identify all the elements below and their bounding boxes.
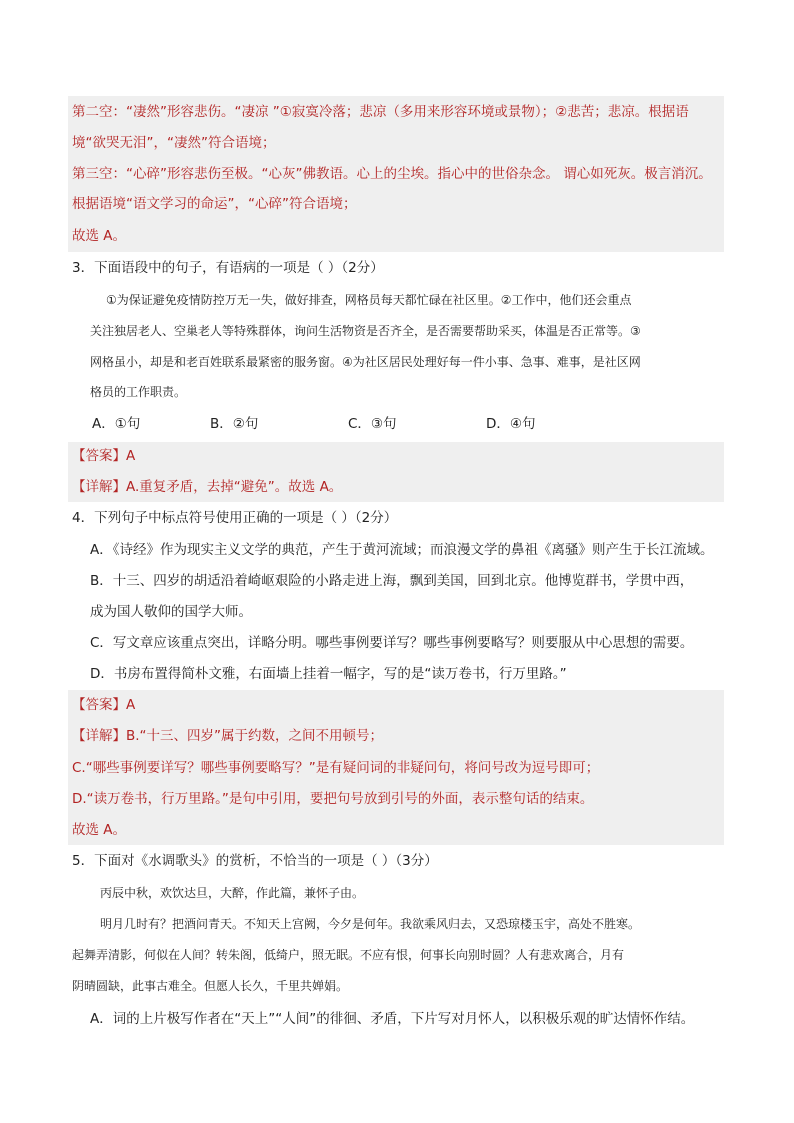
explanation-line: 第三空：“心碎”形容悲伤至极。“心灰”佛教语。心上的尘埃。指心中的世俗杂念。 谓心如死灰。极言消沉。 [72, 166, 712, 182]
option-d: D．④句 [486, 416, 536, 432]
poem-line: 起舞弄清影，何似在人间？转朱阁，低绮户，照无眠。不应有恨，何事长向别时圆？人有悲欢离合，月有 [72, 948, 625, 962]
option-a: A．《诗经》作为现实主义文学的典范，产生于黄河流域；而浪漫文学的鼻祖《离骚》则产生于长江流域。 [90, 542, 714, 558]
detail-text: 故选 A。 [72, 822, 127, 838]
explanation-line: 根据语境“语文学习的命运”，“心碎”符合语境； [72, 196, 357, 212]
option-d: D．书房布置得简朴文雅，右面墙上挂着一幅字，写的是“读万卷书，行万里路。” [90, 666, 567, 682]
passage-line: 格员的工作职责。 [90, 385, 187, 399]
answer-label: 【答案】A [72, 697, 136, 713]
question-4-stem: 4．下列句子中标点符号使用正确的一项是（ ）（2分） [72, 510, 398, 526]
option-b: B．十三、四岁的胡适沿着崎岖艰险的小路走进上海，飘到美国，回到北京。他博览群书，学贯中西， [90, 573, 694, 589]
poem-preface: 丙辰中秋，欢饮达旦，大醉，作此篇，兼怀子由。 [100, 886, 365, 900]
poem-line: 明月几时有？把酒问青天。不知天上宫阙，今夕是何年。我欲乘风归去，又恐琼楼玉宇，高处不胜寒。 [100, 917, 641, 931]
passage-line: 关注独居老人、空巢老人等特殊群体，询问生活物资是否齐全，是否需要帮助采买，体温是否正常等。③ [90, 324, 641, 338]
detail-text: 【详解】A.重复矛盾，去掉“避免”。故选 A。 [72, 479, 343, 495]
explanation-line: 故选 A。 [72, 228, 127, 244]
explanation-line: 境“欲哭无泪”，“凄然”符合语境； [72, 135, 276, 151]
question-3-stem: 3．下面语段中的句子，有语病的一项是（ ）（2分） [72, 260, 384, 276]
option-c: C．写文章应该重点突出，详略分明。哪些事例要详写？哪些事例要略写？则要服从中心思想的需要。 [90, 635, 694, 651]
detail-text: D.“读万卷书，行万里路。”是句中引用，要把句号放到引号的外面，表示整句话的结束。 [72, 791, 594, 807]
option-b: B．②句 [210, 416, 259, 432]
answer-label: 【答案】A [72, 448, 136, 464]
option-c: C．③句 [348, 416, 397, 432]
explanation-line: 第二空：“凄然”形容悲伤。“凄凉 ”①寂寞冷落；悲凉（多用来形容环境或景物）；②悲苦；悲凉。根据语 [72, 104, 689, 120]
passage-line: 网格虽小，却是和老百姓联系最紧密的服务窗。④为社区居民处理好每一件小事、急事、难事，是社区网 [90, 355, 641, 369]
passage-line: ①为保证避免疫情防控万无一失，做好排查，网格员每天都忙碌在社区里。②工作中，他们还会重点 [106, 293, 632, 307]
option-a: A．词的上片极写作者在“天上”“人间”的徘徊、矛盾，下片写对月怀人，以积极乐观的旷达情怀作结。 [90, 1011, 695, 1027]
option-b-continued: 成为国人敬仰的国学大师。 [90, 604, 252, 620]
detail-text: C.“哪些事例要详写？哪些事例要略写？”是有疑问词的非疑问句，将问号改为逗号即可； [72, 760, 600, 776]
question-5-stem: 5．下面对《水调歌头》的赏析，不恰当的一项是（ ）（3分） [72, 853, 438, 869]
option-a: A．①句 [92, 416, 141, 432]
poem-line: 阴晴圆缺，此事古难全。但愿人长久，千里共婵娟。 [72, 979, 349, 993]
detail-text: 【详解】B.“十三、四岁”属于约数，之间不用顿号； [72, 728, 384, 744]
